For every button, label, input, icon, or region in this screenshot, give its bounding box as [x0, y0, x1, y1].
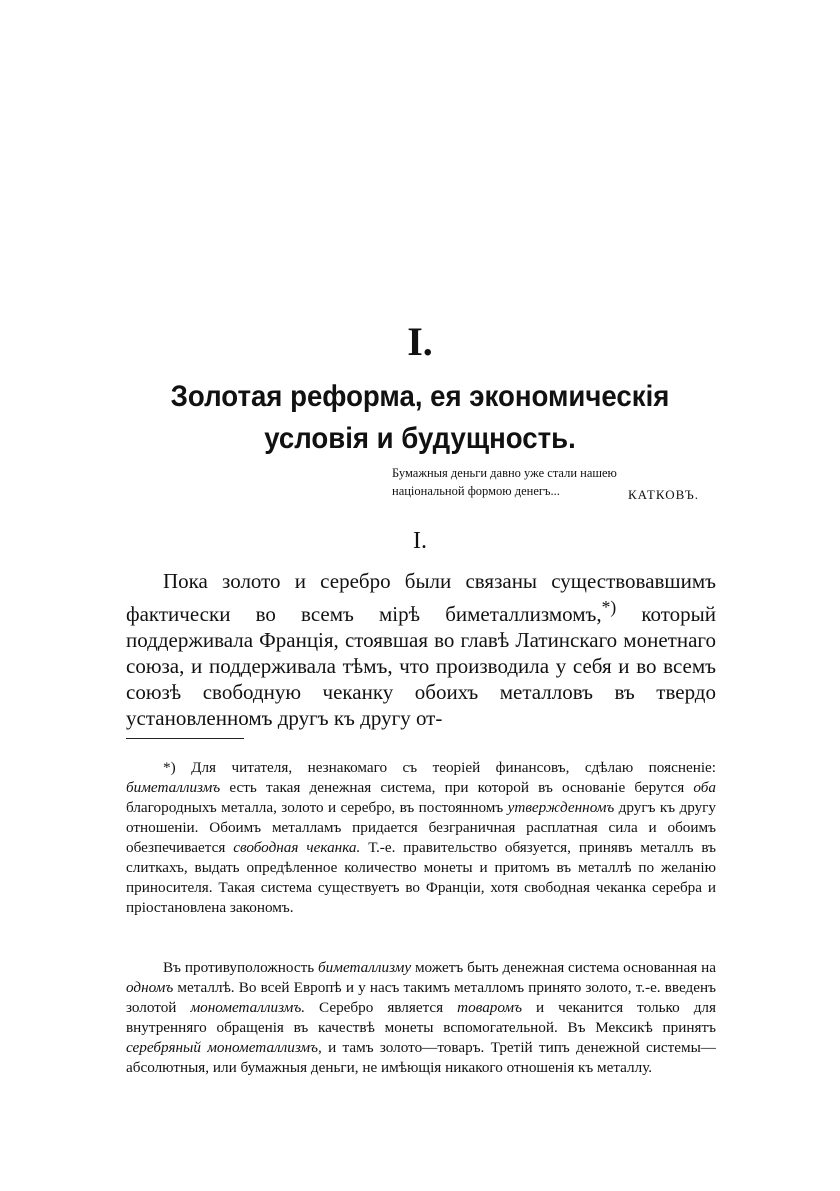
fn-emphasis: биметаллизмъ	[126, 779, 221, 796]
fn-emphasis: свободная чеканка.	[233, 839, 361, 856]
fn-emphasis: утвержденномъ	[507, 799, 615, 816]
fn-text: можетъ быть денежная система основанная на	[411, 959, 716, 976]
fn-emphasis: одномъ	[126, 979, 174, 996]
fn-text: Т.-е. правительство обязуется, принявъ металлъ въ слиткахъ, выдать опредѣленное количество монеты и притомъ въ металлѣ по желанію приносителя. Такая система существуетъ во Франціи, хотя свободная чеканка серебра и пріостановлена закономъ.	[126, 839, 716, 916]
fn-text: и тамъ золото—товаръ. Третій типъ денежной системы—абсолютныя, или бумажныя деньги, не имѣющія никакого отношенія къ металлу.	[126, 1039, 716, 1076]
fn-emphasis: товаромъ	[457, 999, 522, 1016]
epigraph-author: КАТКОВЪ.	[628, 487, 700, 502]
chapter-title: Золотая реформа, ея экономическія условія и будущность.	[170, 380, 670, 455]
fn-text: *) Для читателя, незнакомаго съ теоріей финансовъ, сдѣлаю поясненіе:	[163, 759, 716, 776]
fn-emphasis: серебряный монометаллизмъ,	[126, 1039, 322, 1056]
fn-text: благородныхъ металла, золото и серебро, въ постоянномъ	[126, 799, 508, 816]
fn-emphasis: монометаллизмъ.	[190, 999, 306, 1016]
chapter-number: I.	[407, 319, 433, 364]
section-number: I.	[413, 528, 427, 554]
footnote-divider	[126, 738, 244, 739]
footnote-paragraph-1	[126, 758, 716, 918]
fn-text: и чеканится только для внутренняго обращенія въ качествѣ монеты вспомогательной. Въ Мексикѣ принятъ	[126, 999, 716, 1036]
body-text-part: который поддерживала Францiя, стоявшая во главѣ Латинскаго монетнаго союза, и поддерживала тѣмъ, что производила у себя и во всемъ союзѣ свободную чеканку обоихъ металловъ въ твердо установленномъ другъ къ другу от-	[126, 602, 716, 730]
fn-text: другъ къ другу отношеніи. Обоимъ металламъ придается безграничная расплатная сила и обоимъ обезпечивается	[126, 799, 717, 856]
fn-text: есть такая денежная система, при которой въ основаніе берутся	[220, 779, 694, 796]
epigraph-line-1: Бумажныя деньги давно уже стали нашею	[392, 466, 617, 480]
footnote-reference: *)	[601, 597, 617, 617]
fn-emphasis: оба	[693, 779, 716, 796]
body-paragraph	[126, 568, 716, 731]
fn-emphasis: биметаллизму	[318, 959, 412, 976]
fn-text: Въ противуположность	[163, 959, 319, 976]
body-text-part: Пока золото и серебро были связаны существовавшимъ фактически во всемъ мірѣ биметаллизмомъ,	[126, 569, 716, 626]
fn-text: металлѣ. Во всей Европѣ и у насъ такимъ металломъ принято золото, т.-е. введенъ золотой	[126, 979, 716, 1016]
fn-text: Серебро является	[305, 999, 458, 1016]
footnote-paragraph-2	[126, 958, 716, 1078]
epigraph	[392, 464, 732, 500]
epigraph-line-2: національной формою денегъ...	[392, 484, 560, 498]
